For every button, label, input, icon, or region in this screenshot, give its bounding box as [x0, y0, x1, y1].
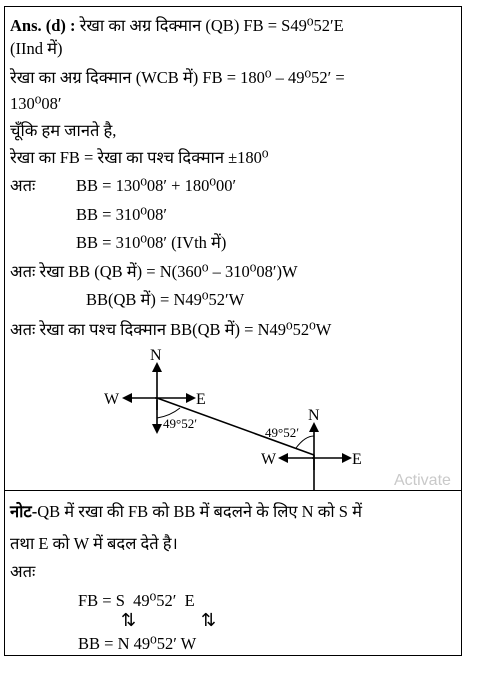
left-w-label: W — [104, 391, 120, 408]
left-compass — [104, 347, 206, 432]
answer-label: Ans. (d) : — [10, 16, 76, 35]
note-line-2: तथा E को W में बदल देते है। — [10, 534, 178, 553]
note-atah: अतः — [10, 562, 36, 581]
bb-line: BB = N 49⁰52′ W — [78, 634, 197, 653]
line-1: Ans. (d) : रेखा का अग्र दिक्मान (QB) FB = S49⁰52′E — [10, 16, 344, 35]
swap-icon-ew: ⇅ — [201, 610, 217, 631]
line-9: BB = 310⁰08′ (IVth में) — [76, 233, 227, 252]
right-angle-label: 49°52′ — [265, 425, 300, 440]
left-e-label: E — [196, 391, 206, 408]
left-n-label: N — [150, 347, 162, 364]
right-e-label: E — [352, 451, 362, 468]
swap-icon-ns: ⇅ — [121, 610, 137, 631]
right-w-label: W — [261, 451, 277, 468]
line-7: BB = 130⁰08′ + 180⁰00′ — [76, 176, 237, 195]
activate-watermark: Activate — [394, 472, 451, 489]
left-angle-label: 49°52′ — [163, 416, 198, 431]
right-n-label: N — [308, 407, 320, 424]
line-5: चूँकि हम जानते है, — [10, 121, 117, 140]
note-line-1: नोट-QB में रखा की FB को BB में बदलने के लिए N को S में — [10, 502, 362, 521]
line-6: रेखा का FB = रेखा का पश्च दिक्मान ±180⁰ — [10, 148, 269, 167]
line-12: अतः रेखा का पश्च दिक्मान BB(QB में) = N49⁰52⁰W — [10, 320, 332, 339]
note-label: नोट- — [10, 502, 38, 521]
right-compass — [261, 407, 362, 490]
line-8: BB = 310⁰08′ — [76, 205, 168, 224]
fb-line: FB = S 49⁰52′ E — [78, 591, 195, 610]
line-10: अतः रेखा BB (QB में) = N(360⁰ – 310⁰08′)W — [10, 262, 298, 281]
line-3: रेखा का अग्र दिक्मान (WCB में) FB = 180⁰ – 49⁰52′ = — [10, 68, 345, 87]
line-2: (IInd में) — [10, 39, 63, 58]
line-11: BB(QB में) = N49⁰52′W — [86, 290, 245, 309]
line-7-prefix: अतः — [10, 176, 36, 195]
line-4: 130⁰08′ — [10, 94, 62, 113]
